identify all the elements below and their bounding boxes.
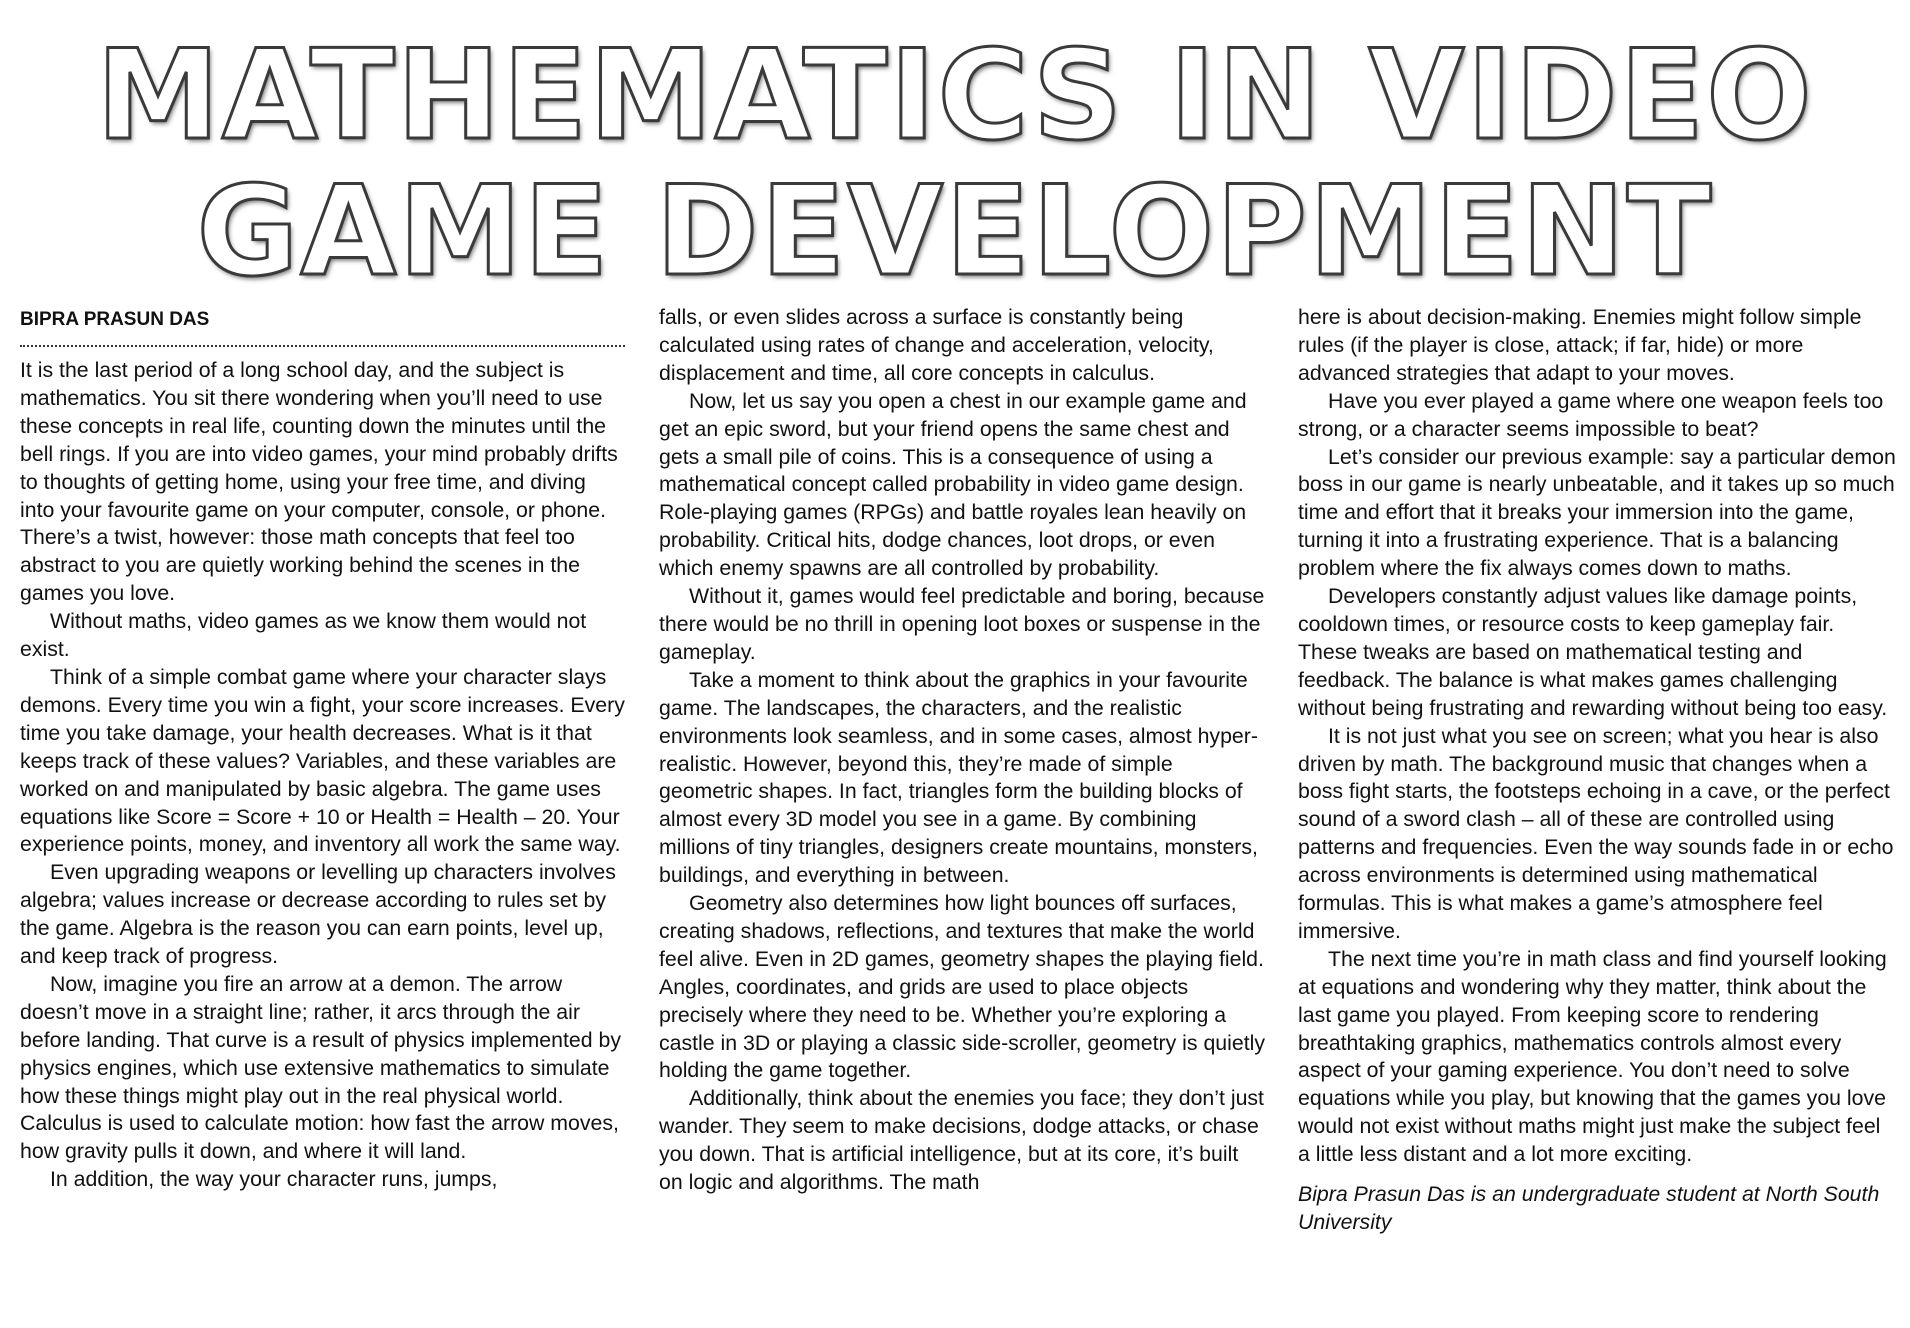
article-column-2 — [659, 304, 1267, 1197]
author-byline: BIPRA PRASUN DAS — [20, 306, 625, 347]
paragraph: The next time you’re in math class and find yourself looking at equations and wondering why they matter, think about the last game you played. From keeping score to rendering breathtaking graphics, mathematics controls almost every aspect of your gaming experience. You don’t need to solve equations while you play, but knowing that the games you love would not exist without maths might just make the subject feel a little less distant and a lot more exciting. — [1298, 946, 1887, 1167]
paragraph: Even upgrading weapons or levelling up characters involves algebra; values increase or decrease according to rules set by the game. Algebra is the reason you can earn points, level up, and keep track of progress. — [20, 860, 616, 969]
paragraph: Developers constantly adjust values like damage points, cooldown times, or resource costs to keep gameplay fair. These tweaks are based on mathematical testing and feedback. The balance is what makes games challenging without being frustrating and rewarding without being too easy. — [1298, 584, 1888, 720]
paragraph: Think of a simple combat game where your character slays demons. Every time you win a fight, your score increases. Every time you take damage, your health decreases. What is it that keeps track of these values? Variables, and these variables are worked on and manipulated by basic algebra. The game uses equations like Score = Score + 10 or Health = Health – 20. Your experience points, money, and inventory all work the same way. — [20, 664, 625, 857]
author-note: Bipra Prasun Das is an undergraduate student at North South University — [1298, 1182, 1880, 1234]
paragraph: Geometry also determines how light bounces off surfaces, creating shadows, reflections, and textures that make the world feel alive. Even in 2D games, geometry shapes the playing field. Angles, coordinates, and grids are used to place objects precisely where they need to be. Whether you’re exploring a castle in 3D or playing a classic side-scroller, geometry is quietly holding the game together. — [659, 891, 1266, 1083]
paragraph-continuation: here is about decision-making. Enemies might follow simple rules (if the player is close, attack; if far, hide) or more advanced strategies that adapt to your moves. — [1298, 305, 1862, 385]
headline-line-1: MATHEMATICS IN VIDEO — [96, 24, 1814, 168]
paragraph: Without maths, video games as we know them would not exist. — [20, 609, 587, 662]
paragraph: Additionally, think about the enemies you face; they don’t just wander. They seem to make decisions, dodge attacks, or chase you down. That is artificial intelligence, but at its core, it’s built on logic and algorithms. The math — [659, 1086, 1264, 1195]
article-headline — [0, 24, 1910, 304]
headline-line-2: GAME DEVELOPMENT — [196, 160, 1714, 304]
paragraph-continuation: falls, or even slides across a surface is constantly being calculated using rates of change and acceleration, velocity, displacement and time, all core concepts in calculus. — [659, 305, 1214, 385]
paragraph: Let’s consider our previous example: say a particular demon boss in our game is nearly unbeatable, and it takes up so much time and effort that it breaks your immersion into the game, turning it into a frustrating experience. That is a balancing problem where the fix always comes down to maths. — [1298, 444, 1896, 581]
paragraph: It is the last period of a long school day, and the subject is mathematics. You sit there wondering when you’ll need to use these concepts in real life, counting down the minutes until the bell rings. If you are into video games, your mind probably drifts to thoughts of getting home, using your free time, and diving into your favourite game on your computer, console, or phone. There’s a twist, however: those math concepts that feel too abstract to you are quietly working behind the scenes in the games you love. — [20, 358, 618, 606]
paragraph: Take a moment to think about the graphics in your favourite game. The landscapes, the characters, and the realistic environments look seamless, and in some cases, almost hyper-realistic. However, beyond this, they’re made of simple geometric shapes. In fact, triangles form the building blocks of almost every 3D model you see in a game. By combining millions of tiny triangles, designers create mountains, monsters, buildings, and everything in between. — [659, 667, 1258, 888]
paragraph: Without it, games would feel predictable and boring, because there would be no thrill in opening loot boxes or suspense in the gameplay. — [659, 584, 1265, 664]
paragraph: It is not just what you see on screen; what you hear is also driven by math. The background music that changes when a boss fight starts, the footsteps echoing in a cave, or the perfect sound of a sword clash – all of these are controlled using patterns and frequencies. Even the way sounds fade in or echo across environments is determined using mathematical formulas. This is what makes a game’s atmosphere feel immersive. — [1298, 723, 1894, 943]
article-column-1 — [20, 306, 625, 1194]
paragraph: Now, imagine you fire an arrow at a demon. The arrow doesn’t move in a straight line; rather, it arcs through the air before landing. That curve is a result of physics implemented by physics engines, which use extensive mathematics to simulate how these things might play out in the real physical world. Calculus is used to calculate motion: how fast the arrow moves, how gravity pulls it down, and where it will land. — [20, 971, 621, 1164]
paragraph: In addition, the way your character runs, jumps, — [50, 1167, 498, 1192]
paragraph: Have you ever played a game where one weapon feels too strong, or a character seems impossible to beat? — [1298, 388, 1884, 441]
paragraph: Now, let us say you open a chest in our example game and get an epic sword, but your friend opens the same chest and gets a small pile of coins. This is a consequence of using a mathematical concept called probability in video game design. Role-playing games (RPGs) and battle royales lean heavily on probability. Critical hits, dodge chances, loot drops, or even which enemy spawns are all controlled by probability. — [659, 388, 1247, 581]
article-column-3 — [1298, 304, 1898, 1237]
